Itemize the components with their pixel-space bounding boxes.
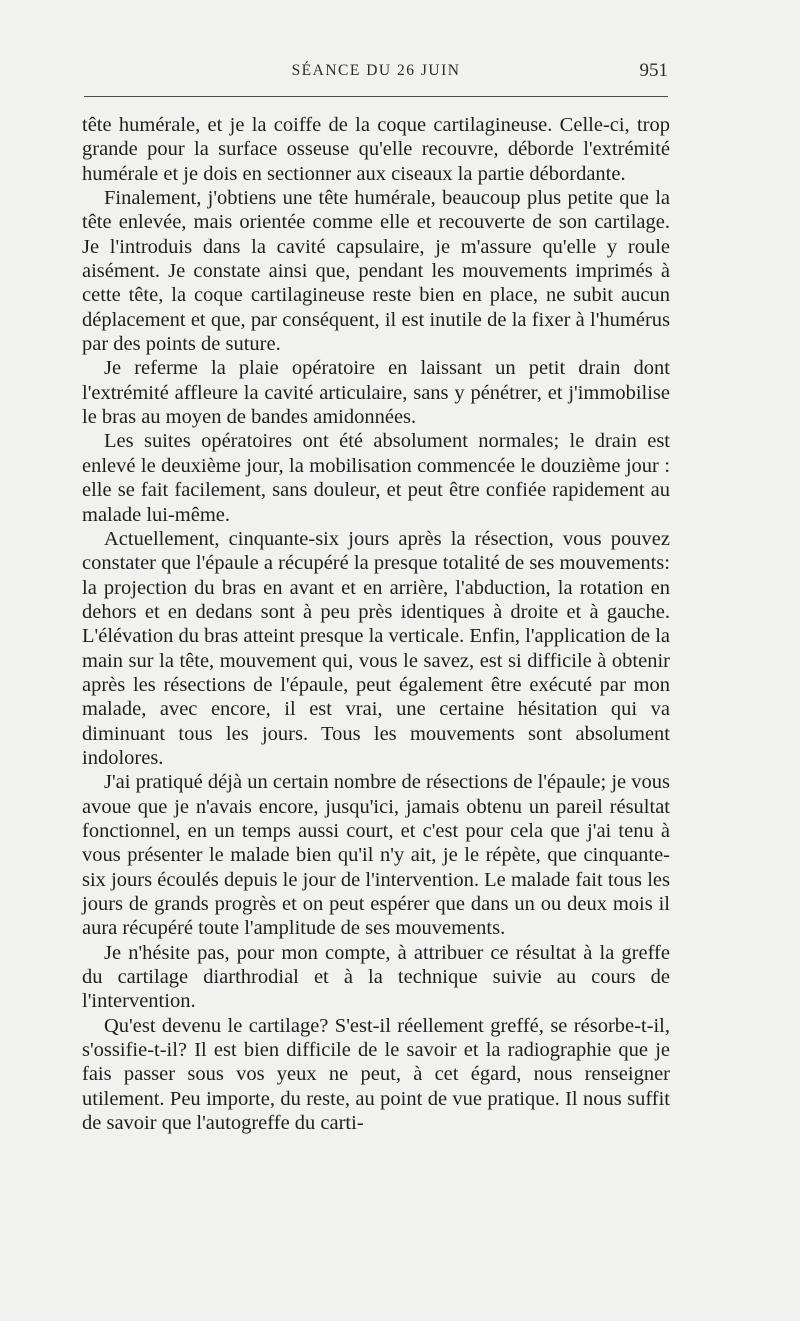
running-header xyxy=(84,60,668,86)
page-number: 951 xyxy=(639,60,668,81)
paragraph: Je referme la plaie opératoire en laissant un petit drain dont l'extrémité affleure la cavité articulaire, sans y pénétrer, et j'immobilise le bras au moyen de bandes amidonnées. xyxy=(82,357,670,429)
paragraph: Les suites opératoires ont été absolument normales; le drain est enlevé le deuxième jour, la mobilisation commencée le douzième jour : elle se fait facilement, sans douleur, et peut être confiée rapidement au malade lui-même. xyxy=(82,430,670,526)
running-title: SÉANCE DU 26 JUIN xyxy=(291,62,461,79)
header-rule xyxy=(84,96,668,97)
paragraph: J'ai pratiqué déjà un certain nombre de résections de l'épaule; je vous avoue que je n'avais encore, jusqu'ici, jamais obtenu un pareil résultat fonctionnel, en un temps aussi court, et c'est pour cela que j'ai tenu à vous présenter le malade bien qu'il n'y ait, je le répète, que cinquante-six jours écoulés depuis le jour de l'intervention. Le malade fait tous les jours de grands progrès et on peut espérer que dans un ou deux mois il aura récupéré toute l'amplitude de ses mouvements. xyxy=(82,771,670,940)
paragraph: Qu'est devenu le cartilage? S'est-il réellement greffé, se résorbe-t-il, s'ossifie-t-il? Il est bien difficile de le savoir et la radiographie que je fais passer sous vos yeux ne peut, à cet égard, nous renseigner utilement. Peu importe, du reste, au point de vue pratique. Il nous suffit de savoir que l'autogreffe du carti- xyxy=(82,1014,670,1135)
paragraph: Finalement, j'obtiens une tête humérale, beaucoup plus petite que la tête enlevée, mais orientée comme elle et recouverte de son cartilage. Je l'introduis dans la cavité capsulaire, je m'assure qu'elle y roule aisément. Je constate ainsi que, pendant les mouvements imprimés à cette tête, la coque cartilagineuse reste bien en place, ne subit aucun déplacement et que, par conséquent, il est inutile de la fixer à l'humérus par des points de suture. xyxy=(82,187,670,356)
paragraph: tête humérale, et je la coiffe de la coque cartilagineuse. Celle-ci, trop grande pour la surface osseuse qu'elle recouvre, déborde l'extrémité humérale et je dois en sectionner aux ciseaux la partie débordante. xyxy=(82,114,670,185)
paragraph: Je n'hésite pas, pour mon compte, à attribuer ce résultat à la greffe du cartilage diarthrodial et à la technique suivie au cours de l'intervention. xyxy=(82,941,670,1013)
paragraph: Actuellement, cinquante-six jours après la résection, vous pouvez constater que l'épaule a récupéré la presque totalité de ses mouvements: la projection du bras en avant et en arrière, l'abduction, la rotation en dehors et en dedans sont à peu près identiques à droite et à gauche. L'élévation du bras atteint presque la verticale. Enfin, l'application de la main sur la tête, mouvement qui, vous le savez, est si difficile à obtenir après les résections de l'épaule, peut également être exécuté par mon malade, avec encore, il est vrai, une certaine hésitation qui va diminuant tous les jours. Tous les mouvements sont absolument indolores. xyxy=(82,527,670,769)
body-text xyxy=(82,113,670,1135)
